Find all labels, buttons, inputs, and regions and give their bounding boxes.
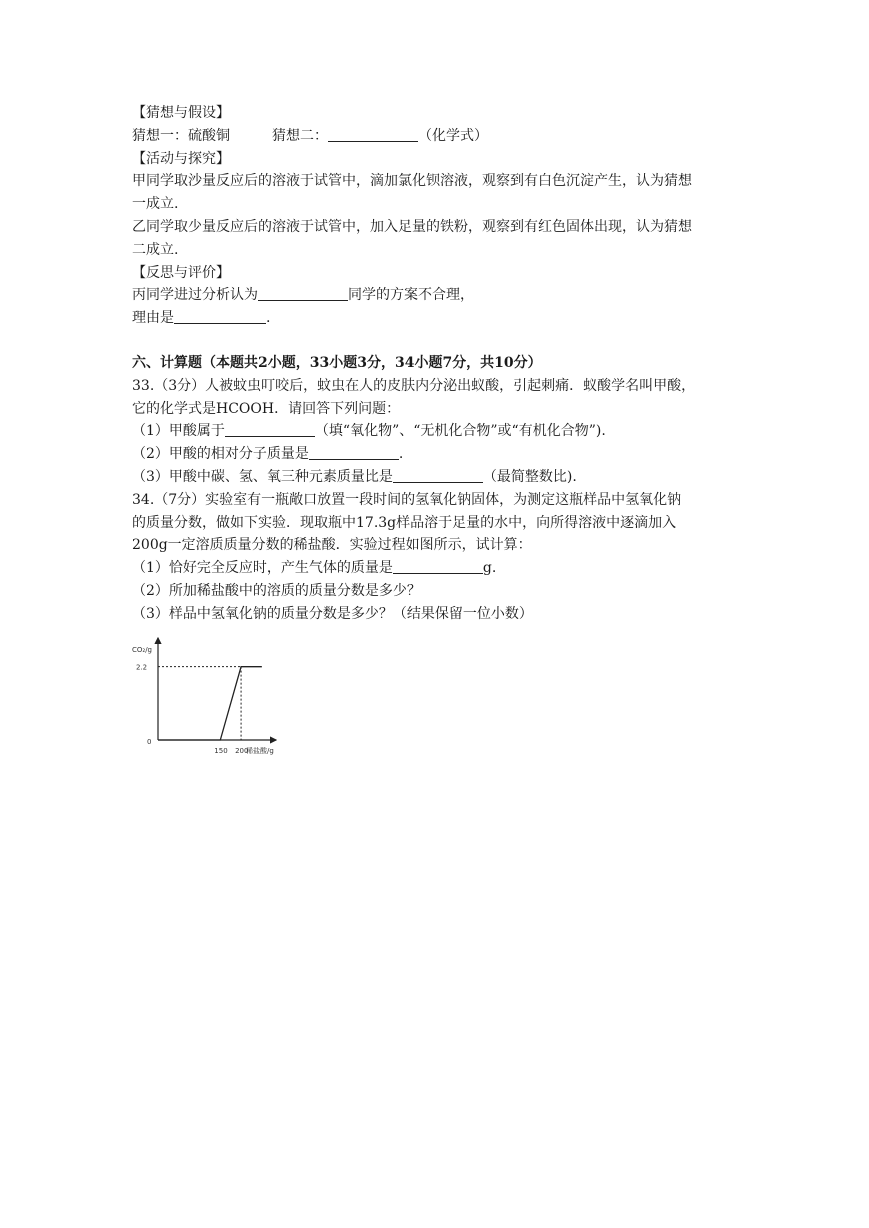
q33-p3-suffix: （最简整数比). (482, 468, 577, 485)
q34-p1-suffix: g. (482, 560, 497, 577)
q33-part-2 (132, 443, 742, 466)
q33-intro-2: 它的化学式是HCOOH．请回答下列问题： (132, 400, 401, 417)
q34-p1-blank[interactable] (393, 559, 483, 574)
x-tick-label: 150 (214, 747, 228, 755)
hypothesis-2-prefix: 猜想二： (272, 127, 328, 144)
student-c-line (132, 284, 742, 307)
q33-part-1 (132, 420, 742, 443)
hypothesis-line (132, 125, 742, 148)
student-b-line-2: 二成立. (132, 241, 179, 258)
q34-intro-2: 的质量分数，做如下实验．现取瓶中17.3g样品溶于足量的水中，向所得溶液中逐滴加入 (132, 514, 677, 531)
q34-intro-1: 34.（7分）实验室有一瓶敞口放置一段时间的氢氧化钠固体，为测定这瓶样品中氢氧化钠 (132, 491, 682, 508)
y-tick-label: 2.2 (136, 663, 148, 672)
activity-heading: 【活动与探究】 (132, 150, 230, 167)
q33-p2-suffix: . (398, 446, 404, 463)
hypothesis-1: 猜想一：硫酸铜 (132, 127, 230, 144)
q33-p1-blank[interactable] (225, 422, 315, 437)
x-tick-label: 200 (235, 747, 249, 755)
x-axis-label: 稀盐酸/g (246, 747, 274, 755)
q33-p3-prefix: （3）甲酸中碳、氢、氧三种元素质量比是 (132, 468, 393, 485)
q33-p1-suffix: （填“氧化物”、“无机化合物”或“有机化合物”). (314, 423, 606, 440)
reason-prefix: 理由是 (132, 310, 174, 327)
q34-part-1 (132, 557, 742, 580)
student-b-line-1: 乙同学取少量反应后的溶液于试管中，加入足量的铁粉，观察到有红色固体出现，认为猜想 (132, 218, 692, 235)
section-six-heading: 六、计算题（本题共2小题，33小题3分，34小题7分，共10分） (132, 354, 542, 371)
reflection-heading: 【反思与评价】 (132, 264, 230, 281)
origin-label: 0 (147, 738, 152, 746)
student-a-line-1: 甲同学取沙量反应后的溶液于试管中，滴加氯化钡溶液，观察到有白色沉淀产生，认为猜想 (132, 173, 692, 190)
q33-part-3 (132, 466, 742, 489)
reason-suffix: . (266, 310, 271, 327)
student-a-line-2: 一成立. (132, 196, 179, 213)
q33-p3-blank[interactable] (393, 468, 483, 483)
q34-intro-3: 200g一定溶质质量分数的稀盐酸．实验过程如图所示，试计算： (132, 537, 532, 554)
co2-chart-svg (132, 632, 280, 762)
hypothesis-2-blank[interactable] (328, 127, 418, 142)
reason-line (132, 307, 742, 330)
student-c-suffix: 同学的方案不合理， (348, 287, 474, 304)
series-line (158, 667, 262, 740)
exam-page (132, 102, 742, 626)
q33-p1-prefix: （1）甲酸属于 (132, 423, 225, 440)
co2-chart (132, 632, 280, 762)
q33-p2-blank[interactable] (309, 445, 399, 460)
reason-blank[interactable] (174, 309, 266, 324)
q34-p1-prefix: （1）恰好完全反应时，产生气体的质量是 (132, 560, 393, 577)
hypothesis-2-suffix: （化学式） (418, 127, 488, 144)
q33-p2-prefix: （2）甲酸的相对分子质量是 (132, 446, 309, 463)
student-c-prefix: 丙同学进过分析认为 (132, 287, 258, 304)
q34-part-3: （3）样品中氢氧化钠的质量分数是多少？（结果保留一位小数） (132, 605, 533, 622)
q34-part-2: （2）所加稀盐酸中的溶质的质量分数是多少？ (132, 582, 421, 599)
student-c-blank[interactable] (258, 286, 348, 301)
hypothesis-heading: 【猜想与假设】 (132, 105, 230, 121)
q33-intro-1: 33.（3分）人被蚊虫叮咬后，蚊虫在人的皮肤内分泌出蚁酸，引起刺痛．蚁酸学名叫甲酸， (132, 377, 696, 394)
y-axis-label: CO₂/g (132, 646, 153, 654)
